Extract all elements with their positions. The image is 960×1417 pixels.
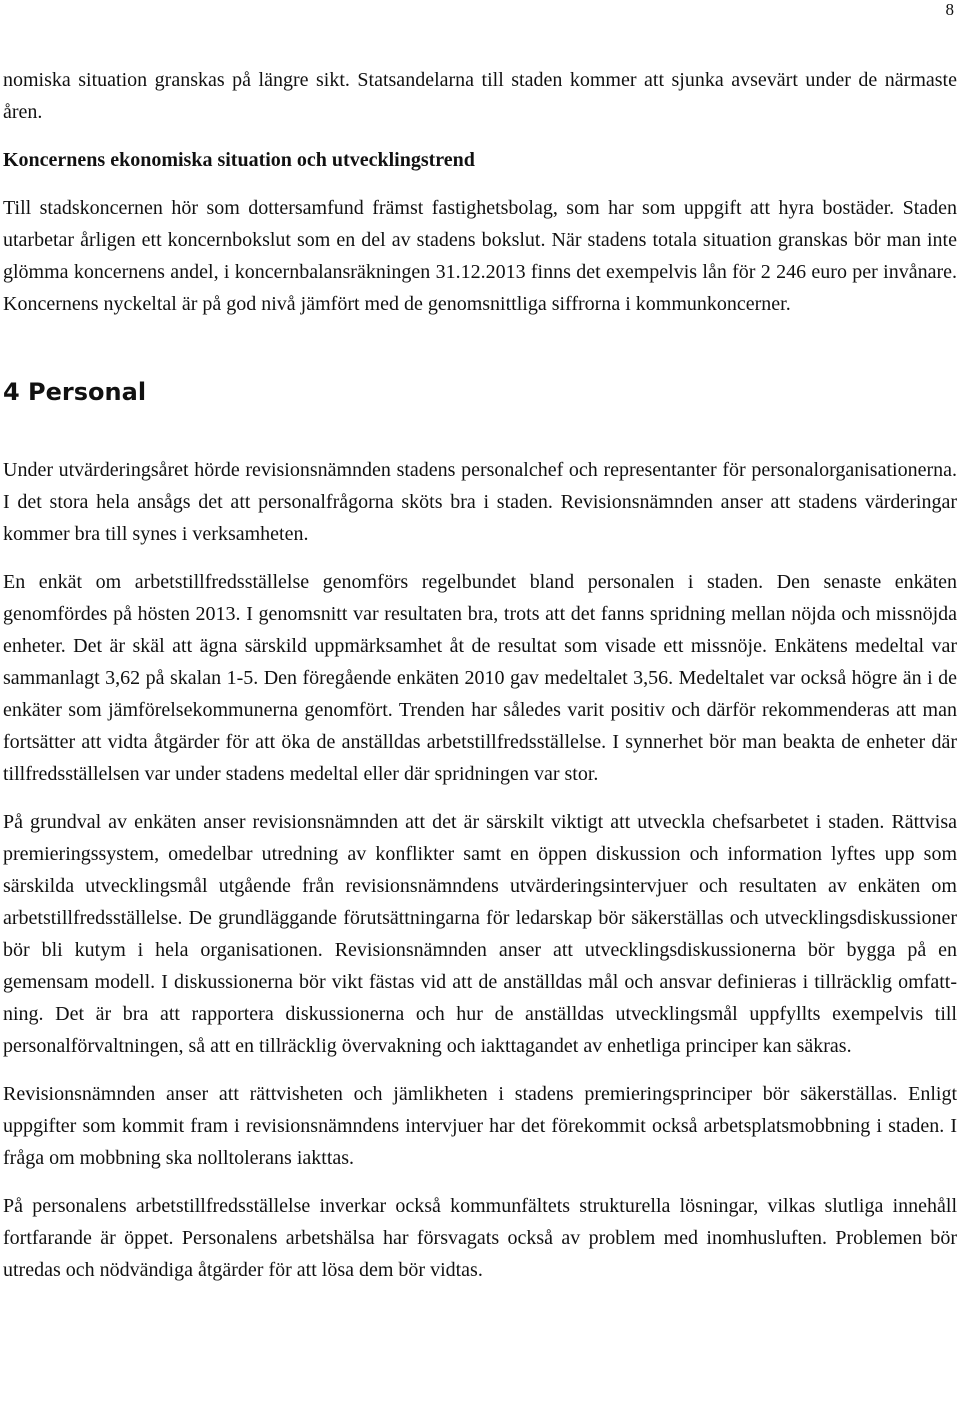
- section-paragraph-1: Under utvärderingsåret hörde revisionsnämnden stadens personalchef och representanter för personalorganisationerna. I det stora hela ansågs det att personalfrågorna sköts bra i staden. Revisionsnämnden anser att stadens värderingar kommer bra till synes i verksamheten.: [3, 459, 957, 545]
- section-paragraph-2: En enkät om arbetstillfredsställelse genomförs regelbundet bland personalen i staden. Den senaste enkäten genomfördes på hösten 2013. I genomsnitt var resultaten bra, trots att det fanns spridning mellan nöjda och missnöjda enheter. Det är skäl att ägna särskild uppmärksamhet åt de resultat som visade ett missnöje. Enkätens medeltal var sammanlagt 3,62 på skalan 1-5. Den föregående enkäten 2010 gav medeltalet 3,56. Medeltalet var också högre än i de enkäter som jämförelsekommunerna genomfört. Trenden har således varit positiv och därför rekommenderas att man fortsätter att vidta åtgärder för att öka de anställdas arbetstillfredsställelse. I synnerhet bör man beakta de enheter där tillfredsställelsen var under stadens medeltal eller där spridningen var stor.: [3, 571, 957, 785]
- subsection-paragraph: Till stadskoncernen hör som dottersamfund främst fastighetsbolag, som har som uppgift att hyra bostäder. Staden utarbetar årligen ett koncernbokslut som en del av stadens bokslut. När stadens totala situation granskas bör man inte glömma koncernens andel, i koncernbalansräkningen 31.12.2013 finns det exempelvis lån för 2 246 euro per invånare. Koncernens nyckeltal är på god nivå jämfört med de genomsnittliga siffrorna i kommunkoncerner.: [3, 197, 957, 315]
- section-heading: 4 Personal: [3, 378, 147, 406]
- page-number: 8: [945, 0, 954, 19]
- page-content: [3, 64, 957, 1286]
- intro-paragraph: nomiska situation granskas på längre sikt. Statsandelarna till staden kommer att sjunka avsevärt under de närmaste åren.: [3, 69, 957, 123]
- section-paragraph-5: På personalens arbetstillfredsställelse inverkar också kommunfältets strukturella lösningar, vilkas slutliga innehåll fortfarande är öppet. Personalens arbetshälsa har försvagats också av problem med inomhusluften. Problemen bör utredas och nödvändiga åtgärder för att lösa dem bör vidtas.: [3, 1195, 957, 1281]
- section-paragraph-3: På grundval av enkäten anser revisionsnämnden att det är särskilt viktigt att utveckla chefsarbetet i staden. Rättvisa premieringssystem, omedelbar utredning av konflikter samt en öppen diskussion och information lyftes upp som särskilda utvecklingsmål utgående från revisionsnämndens utvärderingsintervjuer och resultaten av enkäten om arbetstillfredsställelse. De grundläggande förutsättningarna för ledarskap bör säkerställas och utvecklingsdiskussioner bör bli kutym i hela organisationen. Revisionsnämnden anser att utvecklingsdiskussionerna bör bygga på en gemensam modell. I diskussionerna bör vikt fästas vid att de anställdas mål och ansvar definieras i tillräcklig omfattning. Det är bra att rapportera diskussionerna och hur de anställdas utvecklingsmål uppfyllts exempelvis till personalförvaltningen, så att en tillräcklig övervakning och iakttagandet av enhetliga principer kan säkras.: [3, 811, 957, 1057]
- section-paragraph-4: Revisionsnämnden anser att rättvisheten och jämlikheten i stadens premieringsprinciper bör säkerställas. Enligt uppgifter som kommit fram i revisionsnämndens intervjuer har det förekommit också arbetsplatsmobbning i staden. I fråga om mobbning ska nolltolerans iakttas.: [3, 1083, 957, 1169]
- subsection-title: Koncernens ekonomiska situation och utvecklingstrend: [3, 149, 475, 171]
